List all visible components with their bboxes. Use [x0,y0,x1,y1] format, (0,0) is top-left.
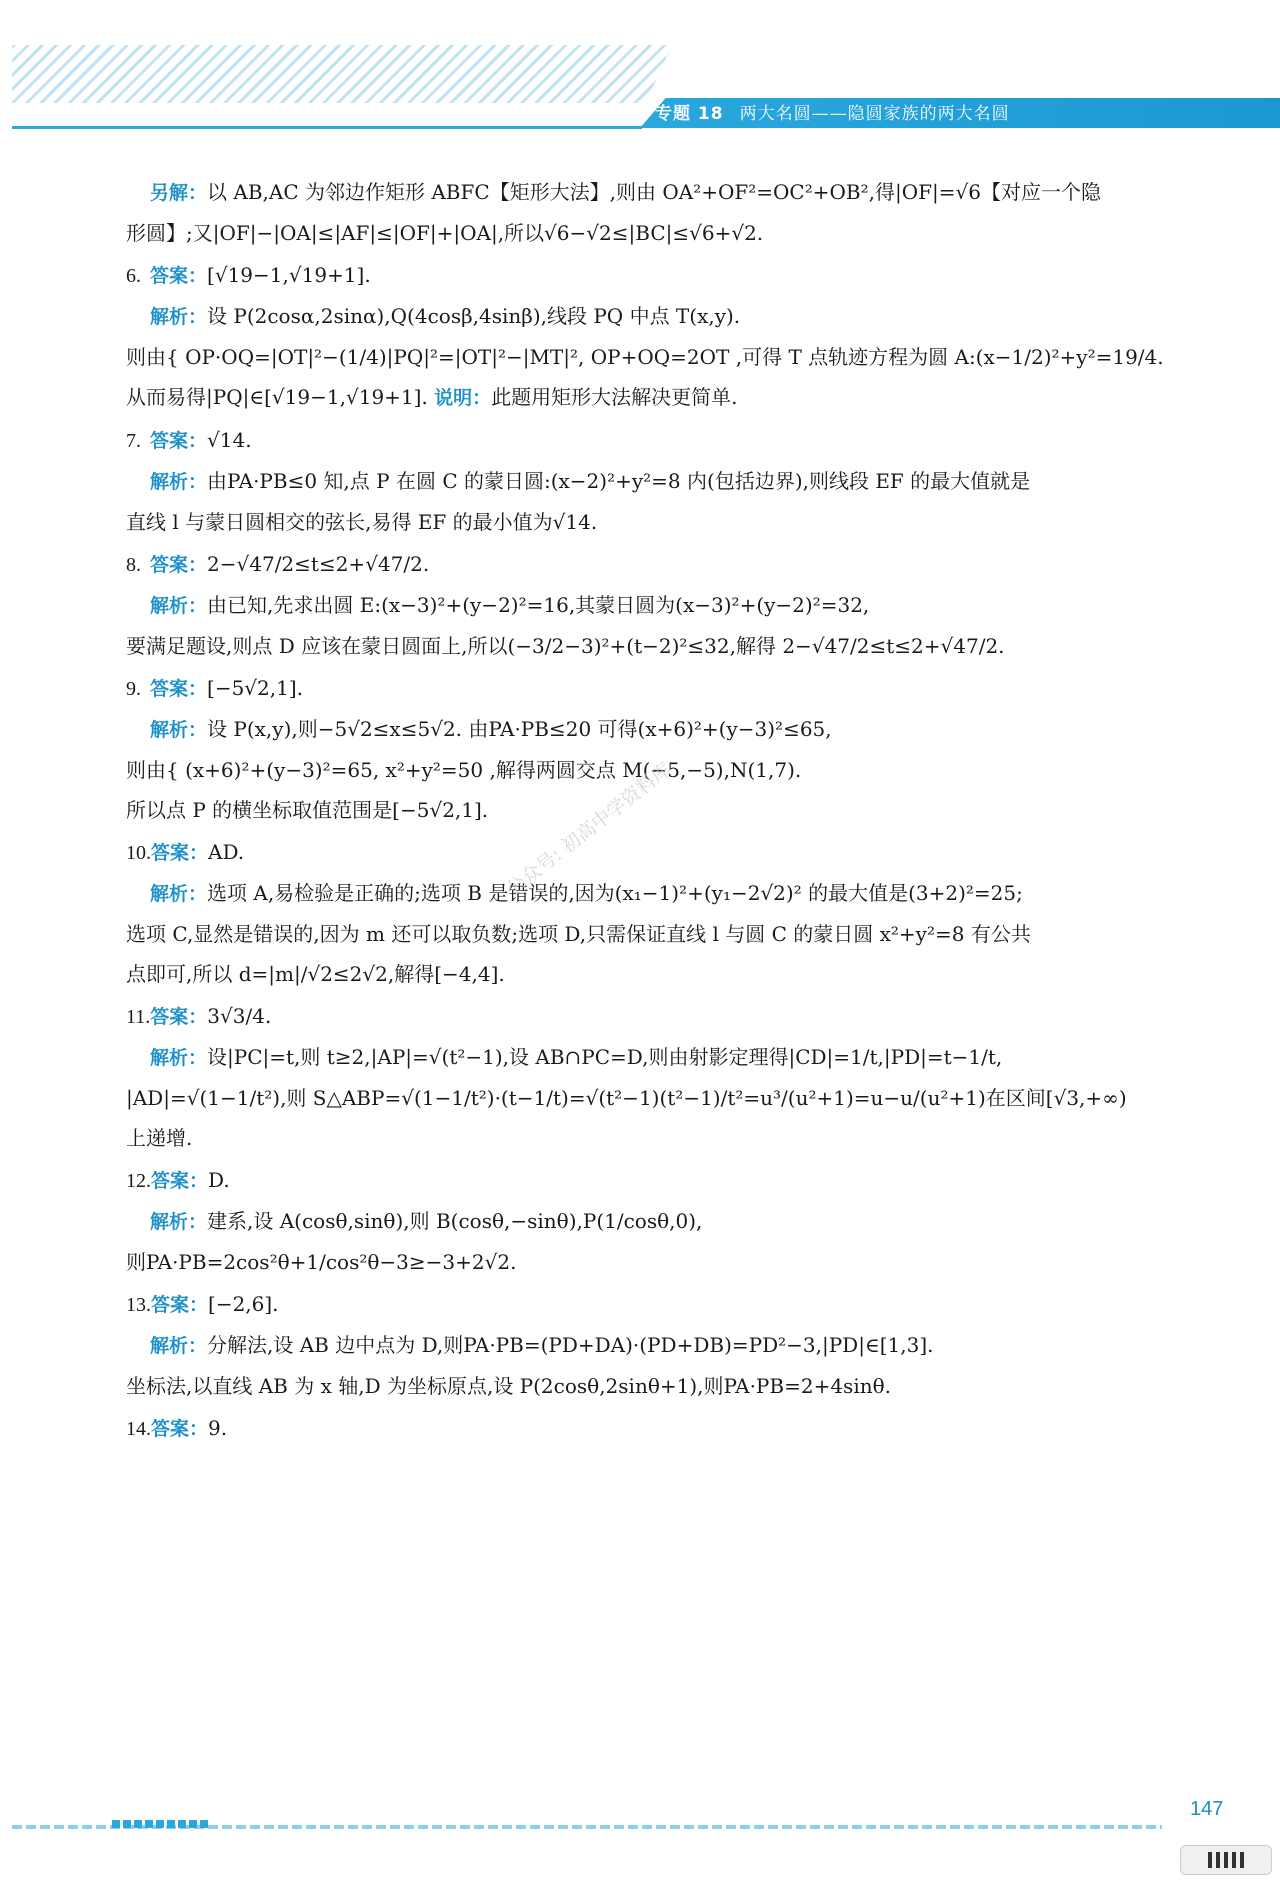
chapter-tag: 专题 18 [655,104,724,124]
analysis-text: 由PA·PB≤0 知,点 P 在圆 C 的蒙日圆:(x−2)²+y²=8 内(包括边界),则线段 EF 的最大值就是 [207,469,1031,493]
analysis-text: 从而易得|PQ|∈[√19−1,√19+1]. [126,385,428,409]
analysis-line: 点即可,所以 d=|m|/√2≤2√2,解得[−4,4]. [126,962,505,986]
analysis-line: |AD|=√(1−1/t²),则 S△ABP=√(1−1/t²)·(t−1/t)=√(t²−1)(t²−1)/t²=u³/(u²+1)=u−u/(u²+1)在区间[√3,+∞) [126,1086,1127,1110]
analysis-text: 设 P(2cosα,2sinα),Q(4cosβ,4sinβ),线段 PQ 中点 T(x,y). [207,304,741,328]
analysis-label: 解析： [150,719,208,741]
problem-number: 11. [126,1006,151,1028]
analysis-label: 解析： [150,1335,208,1357]
analysis-line: 则由{ OP·OQ=|OT|²−(1/4)|PQ|²=|OT|²−|MT|², OP+OQ=2OT ,可得 T 点轨迹方程为圆 A:(x−1/2)²+y²=19/4. [126,345,1164,369]
problem-number: 10. [126,842,151,864]
problem-7 [126,420,1206,542]
analysis-line [126,585,1206,626]
analysis-line [126,296,1206,337]
analysis-text: 分解法,设 AB 边中点为 D,则PA·PB=(PD+DA)·(PD+DB)=PD²−3,|PD|∈[1,3]. [207,1333,934,1357]
answer-text: 3√3/4. [207,1004,272,1028]
alt-solution-line [126,172,1206,213]
answer-label: 答案： [150,1006,208,1028]
problem-number: 12. [126,1170,151,1192]
problem-number: 14. [126,1418,151,1440]
analysis-line: 要满足题设,则点 D 应该在蒙日圆面上,所以(−3/2−3)²+(t−2)²≤32,解得 2−√47/2≤t≤2+√47/2. [126,634,1005,658]
analysis-line: 则PA·PB=2cos²θ+1/cos²θ−3≥−3+2√2. [126,1250,517,1274]
answer-line [126,668,1206,709]
watermark: 公众号: 初高中学资料库 [502,758,676,901]
answer-label: 答案： [150,678,208,700]
analysis-line [126,1201,1206,1242]
analysis-text: 设|PC|=t,则 t≥2,|AP|=√(t²−1),设 AB∩PC=D,则由射影定理得|CD|=1/t,|PD|=t−1/t, [207,1045,1003,1069]
analysis-line: 选项 C,显然是错误的,因为 m 还可以取负数;选项 D,只需保证直线 l 与圆 C 的蒙日圆 x²+y²=8 有公共 [126,922,1031,946]
answer-text: 9. [208,1416,228,1440]
analysis-label: 解析： [150,1211,208,1233]
answer-label: 答案： [151,1418,209,1440]
analysis-text: 由已知,先求出圆 E:(x−3)²+(y−2)²=16,其蒙日圆为(x−3)²+(y−2)²=32, [207,593,870,617]
chapter-title: 两大名圆——隐圆家族的两大名圆 [739,104,1010,124]
answer-label: 答案： [150,554,208,576]
answer-text: [−5√2,1]. [207,676,304,700]
analysis-label: 解析： [150,883,208,905]
answer-line [126,255,1206,296]
viewer-toolbar-icon[interactable] [1180,1845,1272,1875]
answer-label: 答案： [150,265,208,287]
answer-label: 答案： [150,430,208,452]
analysis-line: 所以点 P 的横坐标取值范围是[−5√2,1]. [126,798,489,822]
header-rule [12,126,642,129]
analysis-label: 解析： [150,595,208,617]
problem-number: 6. [126,265,141,287]
answer-line [126,832,1206,873]
answer-text: [−2,6]. [208,1292,279,1316]
analysis-label: 解析： [150,1047,208,1069]
answer-text: D. [208,1168,230,1192]
problem-10 [126,832,1206,994]
answer-text: 2−√47/2≤t≤2+√47/2. [207,552,430,576]
problem-13 [126,1284,1206,1406]
problem-8 [126,544,1206,666]
problem-11 [126,996,1206,1158]
analysis-line: 上递增. [126,1126,193,1150]
problem-number: 13. [126,1294,151,1316]
alt-solution-label: 另解： [150,182,208,204]
answer-line [126,544,1206,585]
alt-solution-text: 以 AB,AC 为邻边作矩形 ABFC【矩形大法】,则由 OA²+OF²=OC²+OB²,得|OF|=√6【对应一个隐 [207,180,1101,204]
answer-label: 答案： [151,1170,209,1192]
alt-solution-block [126,172,1206,253]
problem-number: 7. [126,430,141,452]
header-hatch-decoration [12,45,672,103]
running-header [655,101,1010,127]
answer-text: AD. [208,840,245,864]
analysis-text: 设 P(x,y),则−5√2≤x≤5√2. 由PA·PB≤20 可得(x+6)²+(y−3)²≤65, [207,717,832,741]
answer-text: [√19−1,√19+1]. [207,263,371,287]
analysis-line [126,1325,1206,1366]
answer-line [126,1408,1206,1449]
answer-line [126,1160,1206,1201]
analysis-text: 建系,设 A(cosθ,sinθ),则 B(cosθ,−sinθ),P(1/cosθ,0), [207,1209,703,1233]
page-number: 147 [1190,1798,1224,1820]
answer-label: 答案： [151,842,209,864]
analysis-text: 选项 A,易检验是正确的;选项 B 是错误的,因为(x₁−1)²+(y₁−2√2)² 的最大值是(3+2)²=25; [207,881,1023,905]
answer-line [126,420,1206,461]
answer-text: √14. [207,428,252,452]
note-label: 说明： [434,387,492,409]
analysis-line: 坐标法,以直线 AB 为 x 轴,D 为坐标原点,设 P(2cosθ,2sinθ+1),则PA·PB=2+4sinθ. [126,1374,891,1398]
answer-label: 答案： [151,1294,209,1316]
answer-line [126,996,1206,1037]
problem-6 [126,255,1206,418]
analysis-line: 则由{ (x+6)²+(y−3)²=65, x²+y²=50 ,解得两圆交点 M(−5,−5),N(1,7). [126,758,802,782]
alt-solution-line: 形圆】;又|OF|−|OA|≤|AF|≤|OF|+|OA|,所以√6−√2≤|BC|≤√6+√2. [126,221,764,245]
problem-12 [126,1160,1206,1282]
analysis-label: 解析： [150,306,208,328]
analysis-line [126,709,1206,750]
page-content [126,172,1206,1451]
answer-line [126,1284,1206,1325]
problem-number: 9. [126,678,141,700]
analysis-line [126,1037,1206,1078]
analysis-line [126,873,1206,914]
analysis-line [126,377,1206,418]
footer-squares-decoration [112,1820,208,1828]
analysis-line [126,461,1206,502]
analysis-label: 解析： [150,471,208,493]
problem-14 [126,1408,1206,1449]
analysis-line: 直线 l 与蒙日圆相交的弦长,易得 EF 的最小值为√14. [126,510,598,534]
problem-9 [126,668,1206,830]
problem-number: 8. [126,554,141,576]
note-text: 此题用矩形大法解决更简单. [491,385,738,409]
